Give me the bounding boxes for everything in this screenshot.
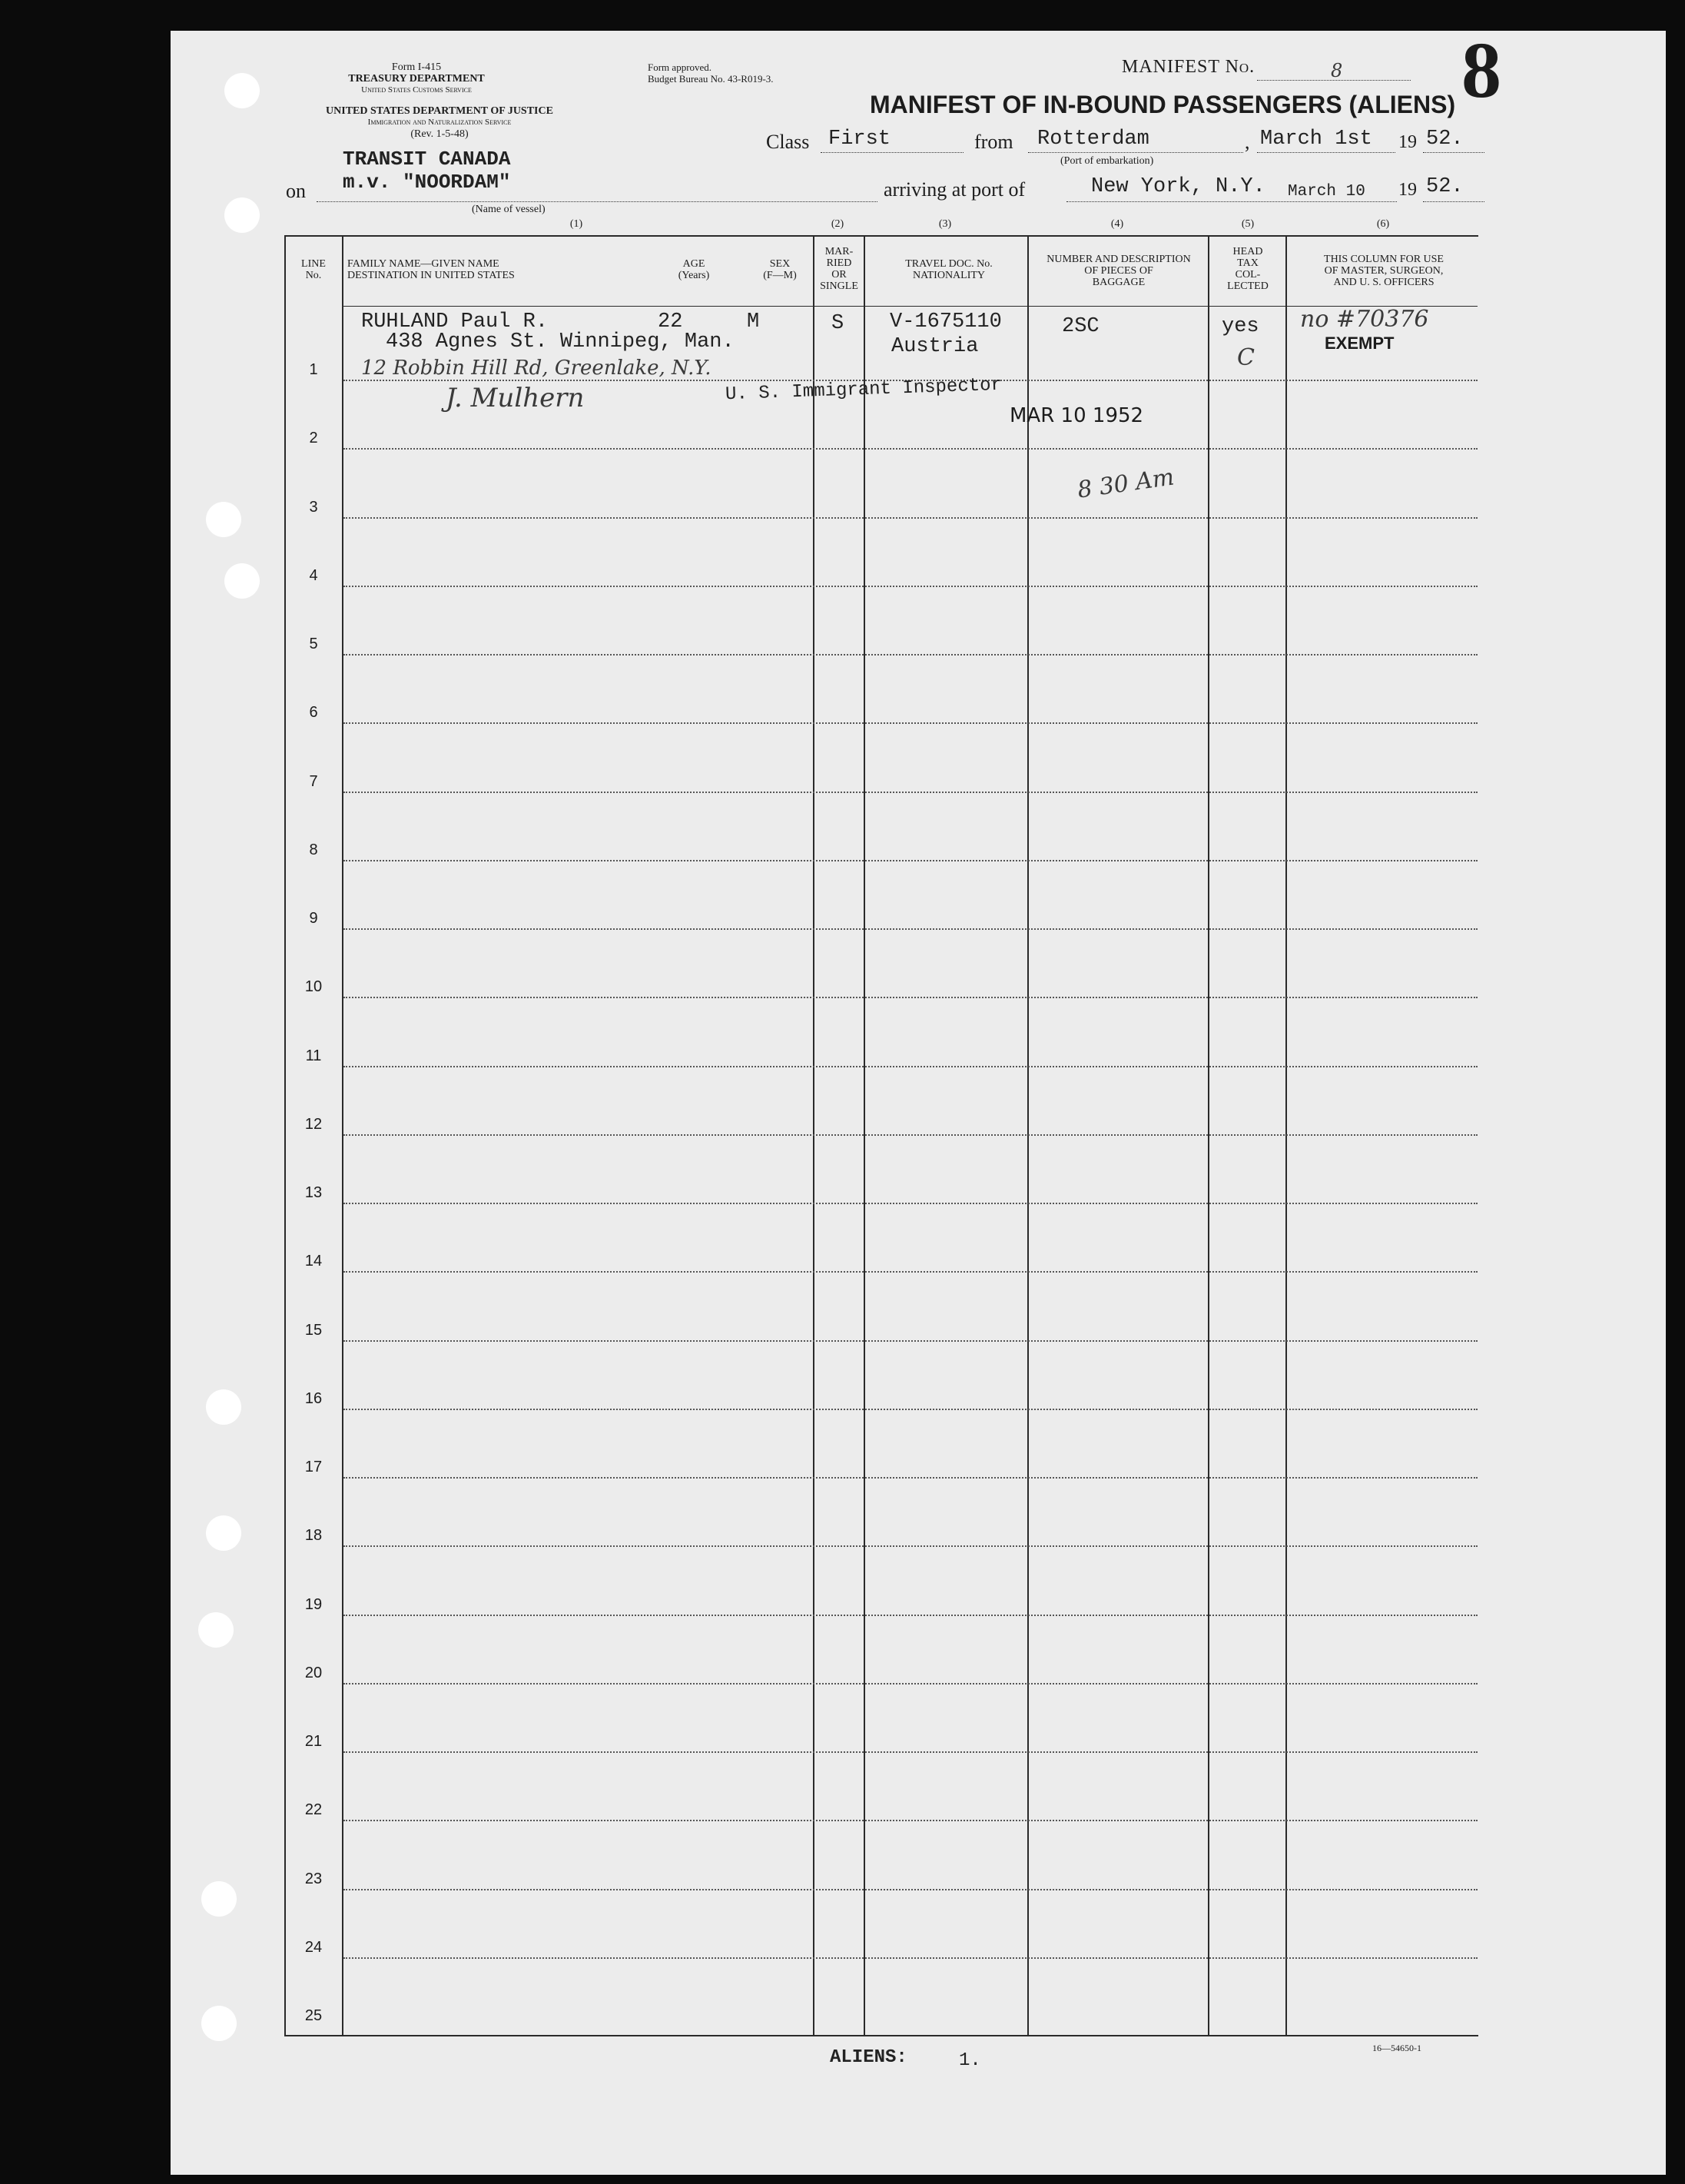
manifest-number-label: MANIFEST No. bbox=[1122, 57, 1255, 77]
form-number: Form I-415 bbox=[391, 61, 442, 73]
passenger-age: 22 bbox=[658, 310, 683, 334]
class-value: First bbox=[828, 128, 891, 151]
departure-date-line bbox=[1257, 152, 1395, 153]
customs-service: United States Customs Service bbox=[361, 85, 472, 95]
year2-line bbox=[1423, 201, 1484, 202]
ins-service: Immigration and Naturalization Service bbox=[367, 118, 512, 127]
from-line bbox=[1028, 152, 1243, 153]
row-rule bbox=[343, 1615, 1478, 1616]
row-rule bbox=[343, 1683, 1478, 1684]
line-number: 21 bbox=[304, 1733, 323, 1750]
binder-hole bbox=[224, 563, 260, 599]
manifest-number-value: 8 bbox=[1331, 60, 1343, 81]
row-rule bbox=[343, 517, 1478, 519]
passenger-address: 438 Agnes St. Winnipeg, Man. bbox=[386, 330, 735, 353]
passenger-baggage: 2SC bbox=[1062, 315, 1100, 338]
arrival-date: March 10 bbox=[1288, 183, 1365, 201]
row-rule bbox=[343, 860, 1478, 861]
embarkation-caption: (Port of embarkation) bbox=[1060, 155, 1154, 167]
officer-note: no #70376 bbox=[1300, 306, 1429, 333]
departure-date: March 1st bbox=[1260, 128, 1372, 151]
line-number: 2 bbox=[309, 430, 318, 447]
col-num-4: (4) bbox=[1110, 218, 1124, 230]
col-divider-married bbox=[864, 235, 865, 2036]
row-rule bbox=[343, 1957, 1478, 1959]
row-rule bbox=[343, 1889, 1478, 1890]
binder-hole bbox=[224, 197, 260, 233]
header-officers: THIS COLUMN FOR USE OF MASTER, SURGEON, AND U. S. OFFICERS bbox=[1324, 254, 1444, 288]
header-baggage: NUMBER AND DESCRIPTION OF PIECES OF BAGGAGE bbox=[1046, 254, 1191, 288]
row-rule bbox=[343, 586, 1478, 587]
col-divider-line bbox=[342, 235, 343, 2036]
col-num-2: (2) bbox=[831, 218, 844, 230]
binder-hole bbox=[206, 1389, 241, 1425]
row-rule bbox=[343, 928, 1478, 930]
col-num-3: (3) bbox=[938, 218, 952, 230]
line-number: 5 bbox=[309, 636, 318, 652]
header-married: MAR- RIED OR SINGLE bbox=[820, 246, 858, 292]
header-name: FAMILY NAME—GIVEN NAME DESTINATION IN UNITED STATES bbox=[347, 258, 515, 281]
table-left-border bbox=[284, 235, 286, 2036]
year-prefix: 19 bbox=[1398, 132, 1417, 152]
vessel-name: m.v. "NOORDAM" bbox=[343, 171, 511, 194]
col-divider-baggage bbox=[1208, 235, 1209, 2036]
arrival-year: 52. bbox=[1426, 175, 1464, 198]
line-number: 16 bbox=[304, 1389, 323, 1407]
inspection-time-note: 8 30 Am bbox=[1076, 463, 1176, 504]
departure-year: 52. bbox=[1426, 128, 1464, 151]
table-bottom-rule bbox=[284, 2035, 1478, 2036]
line-number: 14 bbox=[304, 1253, 323, 1270]
line-number: 4 bbox=[309, 566, 318, 584]
revision-date: (Rev. 1-5-48) bbox=[410, 128, 469, 140]
header-line-no: LINE No. bbox=[301, 258, 326, 281]
department-of-justice: UNITED STATES DEPARTMENT OF JUSTICE bbox=[326, 105, 553, 117]
row-rule bbox=[343, 1203, 1478, 1204]
line-number: 9 bbox=[309, 910, 318, 927]
form-approved: Form approved. bbox=[648, 61, 712, 73]
row-rule bbox=[343, 1340, 1478, 1342]
inspection-date-stamp: MAR 10 1952 bbox=[1010, 404, 1144, 427]
line-number: 25 bbox=[304, 2007, 323, 2024]
from-label: from bbox=[974, 131, 1013, 153]
line-number: 10 bbox=[304, 978, 323, 996]
aliens-total-value: 1. bbox=[959, 2050, 981, 2071]
line-number: 15 bbox=[304, 1321, 323, 1339]
passenger-head-tax: yes bbox=[1222, 315, 1259, 338]
on-label: on bbox=[286, 180, 306, 202]
line-number: 12 bbox=[304, 1115, 323, 1133]
line-number: 24 bbox=[304, 1938, 323, 1956]
passenger-marital: S bbox=[831, 312, 844, 335]
row-rule bbox=[343, 1066, 1478, 1067]
form-footer-code: 16—54650-1 bbox=[1372, 2043, 1421, 2053]
passenger-travel-doc: V-1675110 bbox=[890, 310, 1002, 334]
header-sex: SEX (F—M) bbox=[763, 258, 797, 281]
row-rule bbox=[343, 792, 1478, 793]
inspector-title: U. S. Immigrant Inspector bbox=[725, 374, 1003, 406]
manifest-title: MANIFEST OF IN-BOUND PASSENGERS (ALIENS) bbox=[870, 91, 1456, 118]
col-num-1: (1) bbox=[569, 218, 583, 230]
col-divider-name bbox=[813, 235, 814, 2036]
arrival-port: New York, N.Y. bbox=[1091, 175, 1265, 198]
row-rule bbox=[343, 1134, 1478, 1136]
year-line bbox=[1423, 152, 1484, 153]
aliens-total-label: ALIENS: bbox=[830, 2047, 907, 2068]
transit-note: TRANSIT CANADA bbox=[343, 148, 511, 171]
line-number: 23 bbox=[304, 1870, 323, 1887]
vessel-line bbox=[317, 201, 877, 202]
passenger-us-destination: 12 Robbin Hill Rd, Greenlake, N.Y. bbox=[361, 357, 711, 380]
row-rule bbox=[343, 997, 1478, 998]
row-rule bbox=[343, 1477, 1478, 1479]
col-divider-travel bbox=[1027, 235, 1029, 2036]
arrival-line bbox=[1066, 201, 1397, 202]
binder-hole bbox=[206, 502, 241, 537]
col-num-6: (6) bbox=[1376, 218, 1390, 230]
header-age: AGE (Years) bbox=[678, 258, 710, 281]
arriving-label: arriving at port of bbox=[884, 178, 1026, 201]
line-number: 20 bbox=[304, 1664, 323, 1681]
row-rule bbox=[343, 1271, 1478, 1273]
binder-hole bbox=[201, 2006, 237, 2041]
row-rule bbox=[343, 1751, 1478, 1753]
binder-hole bbox=[198, 1612, 234, 1648]
row-rule bbox=[343, 654, 1478, 656]
exempt-stamp: EXEMPT bbox=[1325, 334, 1395, 353]
line-number: 13 bbox=[304, 1184, 323, 1201]
class-line bbox=[821, 152, 964, 153]
row-rule bbox=[343, 448, 1478, 450]
passenger-nationality: Austria bbox=[891, 335, 979, 358]
budget-bureau: Budget Bureau No. 43-R019-3. bbox=[648, 73, 774, 85]
passenger-name: RUHLAND Paul R. bbox=[361, 310, 549, 334]
year2-prefix: 19 bbox=[1398, 180, 1417, 200]
col-num-5: (5) bbox=[1241, 218, 1255, 230]
line-number: 11 bbox=[305, 1047, 322, 1064]
line-number: 3 bbox=[309, 498, 318, 516]
line-number: 19 bbox=[304, 1595, 323, 1613]
vessel-caption: (Name of vessel) bbox=[472, 204, 546, 215]
line-number: 22 bbox=[304, 1801, 323, 1819]
passenger-tax-mark: C bbox=[1237, 344, 1255, 371]
comma: , bbox=[1245, 131, 1250, 153]
line-number: 8 bbox=[309, 841, 318, 858]
row-rule bbox=[343, 1409, 1478, 1410]
manifest-number-big: 8 bbox=[1461, 26, 1501, 115]
header-head-tax: HEAD TAX COL- LECTED bbox=[1227, 246, 1269, 292]
line-number: 6 bbox=[309, 704, 318, 722]
treasury-department: TREASURY DEPARTMENT bbox=[348, 73, 485, 85]
binder-hole bbox=[201, 1881, 237, 1917]
table-top-rule bbox=[284, 235, 1478, 237]
class-label: Class bbox=[766, 131, 810, 153]
passenger-sex: M bbox=[747, 310, 760, 334]
binder-hole bbox=[206, 1515, 241, 1551]
line-number: 18 bbox=[304, 1527, 323, 1545]
header-travel-doc: TRAVEL DOC. No. NATIONALITY bbox=[905, 258, 993, 281]
binder-hole bbox=[224, 73, 260, 108]
line-number: 17 bbox=[304, 1459, 323, 1475]
inspector-signature: J. Mulhern bbox=[446, 383, 585, 413]
row-rule bbox=[343, 1545, 1478, 1547]
row-rule bbox=[343, 722, 1478, 724]
row-rule bbox=[343, 1820, 1478, 1821]
col-divider-tax bbox=[1285, 235, 1287, 2036]
line-number: 7 bbox=[309, 772, 318, 790]
embarkation-port: Rotterdam bbox=[1037, 128, 1149, 151]
line-number: 1 bbox=[309, 361, 318, 378]
